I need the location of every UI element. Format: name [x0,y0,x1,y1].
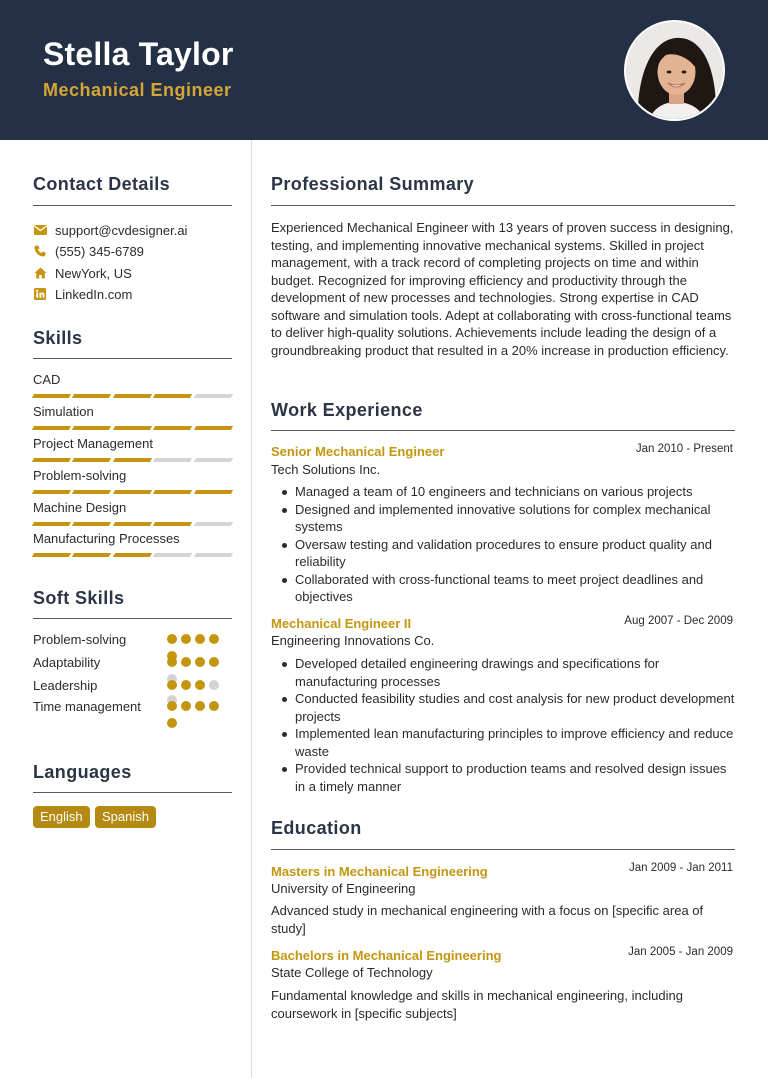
school-name: University of Engineering [271,881,416,896]
skill-bar-segment [72,553,112,557]
degree-title: Bachelors in Mechanical Engineering [271,948,502,963]
list-item: Oversaw testing and validation procedures to ensure product quality and reliability [295,536,735,571]
skill-name: CAD [33,372,61,387]
skill-bar-segment [32,553,72,557]
summary-heading: Professional Summary [271,174,475,194]
skill-bar-segment [193,553,233,557]
soft-skill-dot [209,680,219,690]
skills-rule [33,358,232,359]
skill-bar-segment [193,490,233,494]
skill-bar-segment [153,490,193,494]
skill-bar-segment [153,458,193,462]
degree-dates: Jan 2005 - Jan 2009 [628,946,733,958]
soft-skill-dot [167,657,177,667]
degree-dates: Jan 2009 - Jan 2011 [628,862,733,874]
skill-bar-segment [153,522,193,526]
skill-bar [33,522,232,527]
contact-email[interactable] [33,221,187,239]
soft-skills-rule [33,618,232,619]
contact-phone[interactable] [33,242,144,260]
skill-bar-segment [32,394,72,398]
language-tag-english: English [33,806,90,828]
languages-rule [33,792,232,793]
soft-skill-dot-stray [167,718,177,728]
soft-skill-dot [167,701,177,711]
job-title: Mechanical Engineer II [271,616,412,631]
soft-skill-name: Leadership [33,678,98,693]
candidate-role: Mechanical Engineer [43,80,232,100]
degree-description: Fundamental knowledge and skills in mechanical engineering, including coursework in [specific subjects] [271,988,683,1021]
soft-skill-dot [181,634,191,644]
skill-bar-segment [193,522,233,526]
skill-bar-segment [113,490,153,494]
soft-skill-dot [167,634,177,644]
home-icon [33,266,47,280]
list-item: Managed a team of 10 engineers and technicians on various projects [295,483,735,501]
soft-skill-dot [195,680,205,690]
skill-bar-segment [193,394,233,398]
skill-bar-segment [32,426,72,430]
contact-linkedin-text: LinkedIn.com [55,286,133,302]
contact-phone-text: (555) 345-6789 [55,243,144,259]
linkedin-icon [33,287,47,301]
contact-email-text: support@cvdesigner.ai [55,222,188,238]
soft-skill-dot [167,680,177,690]
soft-skill-name: Adaptability [33,655,101,670]
list-item: Collaborated with cross-functional teams to meet project deadlines and objectives [295,571,735,606]
skill-bar-segment [72,458,112,462]
contact-location [33,264,132,282]
soft-skill-dots [167,680,219,690]
phone-icon [33,244,47,258]
list-item: Designed and implemented innovative solutions for complex mechanical systems [295,501,735,536]
skill-bar-segment [193,426,233,430]
soft-skill-dot [195,634,205,644]
skill-name: Machine Design [33,500,127,515]
skills-heading: Skills [33,328,83,348]
soft-skill-dot [195,657,205,667]
experience-heading: Work Experience [271,400,423,420]
list-item: Provided technical support to production teams and resolved design issues in a timely manner [295,760,735,795]
job-company: Engineering Innovations Co. [271,633,435,648]
soft-skill-dots [167,701,219,711]
skill-bar-segment [72,394,112,398]
profile-photo [624,20,725,121]
soft-skill-dot [209,701,219,711]
job-company: Tech Solutions Inc. [271,462,381,477]
soft-skill-dot [195,701,205,711]
soft-skill-dots [167,657,219,667]
skill-bar-segment [193,458,233,462]
job-bullets [295,655,735,795]
soft-skill-name: Time management [33,699,141,714]
soft-skill-name: Problem-solving [33,632,127,647]
skill-name: Manufacturing Processes [33,531,180,546]
skill-bar-segment [153,553,193,557]
skill-bar [33,490,232,495]
job-dates: Aug 2007 - Dec 2009 [624,615,733,627]
education-heading: Education [271,818,362,838]
skill-bar-segment [113,394,153,398]
skill-name: Project Management [33,436,153,451]
job-title: Senior Mechanical Engineer [271,444,445,459]
skill-bar-segment [153,426,193,430]
skill-name: Simulation [33,404,94,419]
skill-bar-segment [32,490,72,494]
summary-text: Experienced Mechanical Engineer with 13 years of proven success in designing, testing, and implementing innovative mechanical systems. Skilled in project management, with a track record of completing projects on time and within budget. Recognized for improving efficiency and productivity through the development of new processes and technologies. Strong expertise in CAD software and simulation tools. Adept at collaborating with cross-functional teams to deliver high-quality solutions. Achievements include leading the design of a groundbreaking product that resulted in a 20% increase in production efficiency. [271,220,734,358]
contact-heading: Contact Details [33,174,171,194]
contact-rule [33,205,232,206]
skill-bar-segment [113,522,153,526]
skill-bar-segment [32,458,72,462]
degree-description: Advanced study in mechanical engineering with a focus on [specific area of study] [271,903,704,936]
skill-bar-segment [153,394,193,398]
experience-rule [271,430,735,431]
soft-skill-dot [209,634,219,644]
school-name: State College of Technology [271,965,433,980]
list-item: Implemented lean manufacturing principles to improve efficiency and reduce waste [295,726,734,759]
job-dates: Jan 2010 - Present [635,443,733,455]
skill-bar-segment [113,426,153,430]
envelope-icon [33,223,47,237]
skill-bar [33,426,232,431]
skill-bar-segment [32,522,72,526]
list-item: Developed detailed engineering drawings and specifications for manufacturing processes [295,655,735,690]
skill-bar-segment [72,490,112,494]
header-banner [0,0,768,140]
soft-skill-dot [181,680,191,690]
contact-linkedin[interactable] [33,285,132,303]
contact-location-text: NewYork, US [55,265,132,281]
skill-bar-segment [113,553,153,557]
candidate-name: Stella Taylor [43,36,234,72]
soft-skill-dots [167,634,219,644]
degree-title: Masters in Mechanical Engineering [271,864,488,879]
skill-bar-segment [72,522,112,526]
soft-skill-dot [209,657,219,667]
skill-bar-segment [72,426,112,430]
list-item: Conducted feasibility studies and cost analysis for new product development projects [295,691,735,724]
languages-heading: Languages [33,762,132,782]
job-bullets [295,483,735,606]
soft-skill-dot [181,701,191,711]
skill-bar [33,458,232,463]
column-divider [251,140,252,1078]
soft-skill-dot [181,657,191,667]
education-rule [271,849,735,850]
skill-bar [33,553,232,558]
skill-bar [33,394,232,399]
summary-rule [271,205,735,206]
skill-bar-segment [113,458,153,462]
skill-name: Problem-solving [33,468,127,483]
soft-skills-heading: Soft Skills [33,588,125,608]
language-tag-spanish: Spanish [95,806,156,828]
